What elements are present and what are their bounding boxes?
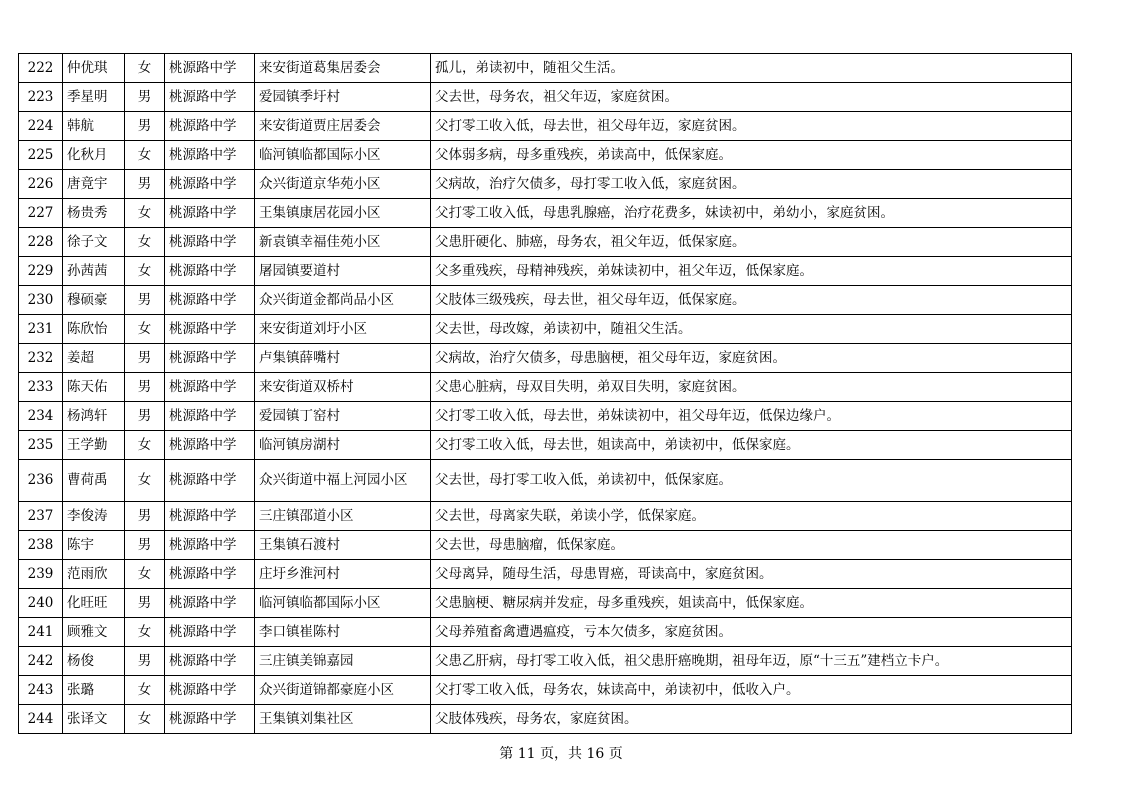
table-row — [19, 54, 1072, 83]
address-cell: 众兴街道中福上河园小区 — [255, 460, 431, 502]
address-cell: 李口镇崔陈村 — [255, 618, 431, 647]
address-cell: 来安街道贾庄居委会 — [255, 112, 431, 141]
family-situation-cell: 父去世，母离家失联，弟读小学，低保家庭。 — [431, 502, 1072, 531]
family-situation-cell: 父母离异，随母生活，母患胃癌，哥读高中，家庭贫困。 — [431, 560, 1072, 589]
address-cell: 卢集镇薛嘴村 — [255, 344, 431, 373]
row-number-cell: 231 — [19, 315, 63, 344]
row-number-cell: 243 — [19, 676, 63, 705]
table-row — [19, 170, 1072, 199]
row-number-cell: 240 — [19, 589, 63, 618]
school-cell: 桃源路中学 — [165, 618, 255, 647]
row-number-cell: 225 — [19, 141, 63, 170]
student-name-cell: 王学勤 — [63, 431, 125, 460]
school-cell: 桃源路中学 — [165, 54, 255, 83]
school-cell: 桃源路中学 — [165, 286, 255, 315]
student-name-cell: 韩航 — [63, 112, 125, 141]
gender-cell: 男 — [125, 531, 165, 560]
gender-cell: 女 — [125, 431, 165, 460]
school-cell: 桃源路中学 — [165, 257, 255, 286]
address-cell: 爱园镇丁窑村 — [255, 402, 431, 431]
table-row — [19, 286, 1072, 315]
address-cell: 众兴街道京华苑小区 — [255, 170, 431, 199]
address-cell: 临河镇临都国际小区 — [255, 589, 431, 618]
family-situation-cell: 父患心脏病，母双目失明，弟双目失明，家庭贫困。 — [431, 373, 1072, 402]
student-name-cell: 姜超 — [63, 344, 125, 373]
row-number-cell: 226 — [19, 170, 63, 199]
row-number-cell: 239 — [19, 560, 63, 589]
student-name-cell: 唐竟宇 — [63, 170, 125, 199]
student-name-cell: 张璐 — [63, 676, 125, 705]
student-name-cell: 杨鸿轩 — [63, 402, 125, 431]
school-cell: 桃源路中学 — [165, 705, 255, 734]
school-cell: 桃源路中学 — [165, 315, 255, 344]
row-number-cell: 235 — [19, 431, 63, 460]
address-cell: 三庄镇邵道小区 — [255, 502, 431, 531]
family-situation-cell: 父病故，治疗欠债多，母患脑梗，祖父母年迈，家庭贫困。 — [431, 344, 1072, 373]
school-cell: 桃源路中学 — [165, 676, 255, 705]
gender-cell: 女 — [125, 676, 165, 705]
row-number-cell: 233 — [19, 373, 63, 402]
student-name-cell: 仲优琪 — [63, 54, 125, 83]
gender-cell: 女 — [125, 315, 165, 344]
table-row — [19, 373, 1072, 402]
school-cell: 桃源路中学 — [165, 228, 255, 257]
address-cell: 王集镇石渡村 — [255, 531, 431, 560]
address-cell: 来安街道双桥村 — [255, 373, 431, 402]
gender-cell: 女 — [125, 705, 165, 734]
family-situation-cell: 父打零工收入低，母患乳腺癌，治疗花费多，妹读初中，弟幼小，家庭贫困。 — [431, 199, 1072, 228]
gender-cell: 女 — [125, 228, 165, 257]
gender-cell: 男 — [125, 647, 165, 676]
address-cell: 众兴街道锦都豪庭小区 — [255, 676, 431, 705]
student-name-cell: 孙茜茜 — [63, 257, 125, 286]
student-name-cell: 杨贵秀 — [63, 199, 125, 228]
table-row — [19, 257, 1072, 286]
student-name-cell: 曹荷禹 — [63, 460, 125, 502]
family-situation-cell: 父打零工收入低，母务农，妹读高中，弟读初中，低收入户。 — [431, 676, 1072, 705]
family-situation-cell: 父肢体三级残疾，母去世，祖父母年迈，低保家庭。 — [431, 286, 1072, 315]
table-row — [19, 83, 1072, 112]
address-cell: 爱园镇季圩村 — [255, 83, 431, 112]
address-cell: 三庄镇美锦嘉园 — [255, 647, 431, 676]
student-name-cell: 穆硕豪 — [63, 286, 125, 315]
gender-cell: 男 — [125, 589, 165, 618]
family-situation-cell: 父去世，母打零工收入低，弟读初中，低保家庭。 — [431, 460, 1072, 502]
family-situation-cell: 父打零工收入低，母去世，弟妹读初中，祖父母年迈，低保边缘户。 — [431, 402, 1072, 431]
row-number-cell: 222 — [19, 54, 63, 83]
table-row — [19, 431, 1072, 460]
gender-cell: 男 — [125, 344, 165, 373]
school-cell: 桃源路中学 — [165, 502, 255, 531]
table-row — [19, 402, 1072, 431]
student-name-cell: 李俊涛 — [63, 502, 125, 531]
gender-cell: 男 — [125, 83, 165, 112]
school-cell: 桃源路中学 — [165, 199, 255, 228]
family-situation-cell: 父患肝硬化、肺癌，母务农，祖父年迈，低保家庭。 — [431, 228, 1072, 257]
table-row — [19, 199, 1072, 228]
table-row — [19, 618, 1072, 647]
address-cell: 众兴街道金都尚品小区 — [255, 286, 431, 315]
row-number-cell: 230 — [19, 286, 63, 315]
family-situation-cell: 父打零工收入低，母去世，祖父母年迈，家庭贫困。 — [431, 112, 1072, 141]
student-aid-table — [18, 53, 1072, 734]
gender-cell: 女 — [125, 257, 165, 286]
row-number-cell: 234 — [19, 402, 63, 431]
gender-cell: 男 — [125, 373, 165, 402]
table-row — [19, 502, 1072, 531]
table-row — [19, 705, 1072, 734]
row-number-cell: 241 — [19, 618, 63, 647]
student-name-cell: 顾雅文 — [63, 618, 125, 647]
row-number-cell: 229 — [19, 257, 63, 286]
table-row — [19, 531, 1072, 560]
table-row — [19, 141, 1072, 170]
row-number-cell: 228 — [19, 228, 63, 257]
gender-cell: 男 — [125, 286, 165, 315]
row-number-cell: 236 — [19, 460, 63, 502]
address-cell: 新袁镇幸福佳苑小区 — [255, 228, 431, 257]
student-name-cell: 陈欣怡 — [63, 315, 125, 344]
student-name-cell: 陈天佑 — [63, 373, 125, 402]
row-number-cell: 227 — [19, 199, 63, 228]
row-number-cell: 223 — [19, 83, 63, 112]
gender-cell: 女 — [125, 199, 165, 228]
gender-cell: 女 — [125, 560, 165, 589]
address-cell: 屠园镇要道村 — [255, 257, 431, 286]
gender-cell: 女 — [125, 460, 165, 502]
student-name-cell: 化秋月 — [63, 141, 125, 170]
table-row — [19, 560, 1072, 589]
school-cell: 桃源路中学 — [165, 141, 255, 170]
school-cell: 桃源路中学 — [165, 531, 255, 560]
school-cell: 桃源路中学 — [165, 460, 255, 502]
row-number-cell: 242 — [19, 647, 63, 676]
family-situation-cell: 父肢体残疾，母务农，家庭贫困。 — [431, 705, 1072, 734]
school-cell: 桃源路中学 — [165, 431, 255, 460]
gender-cell: 男 — [125, 170, 165, 199]
row-number-cell: 237 — [19, 502, 63, 531]
family-situation-cell: 父去世，母患脑瘤，低保家庭。 — [431, 531, 1072, 560]
school-cell: 桃源路中学 — [165, 373, 255, 402]
student-name-cell: 杨俊 — [63, 647, 125, 676]
school-cell: 桃源路中学 — [165, 589, 255, 618]
student-name-cell: 范雨欣 — [63, 560, 125, 589]
address-cell: 来安街道刘圩小区 — [255, 315, 431, 344]
school-cell: 桃源路中学 — [165, 112, 255, 141]
table-row — [19, 676, 1072, 705]
table-row — [19, 460, 1072, 502]
address-cell: 来安街道葛集居委会 — [255, 54, 431, 83]
table-row — [19, 228, 1072, 257]
school-cell: 桃源路中学 — [165, 647, 255, 676]
table-row — [19, 112, 1072, 141]
row-number-cell: 224 — [19, 112, 63, 141]
gender-cell: 女 — [125, 141, 165, 170]
address-cell: 王集镇康居花园小区 — [255, 199, 431, 228]
family-situation-cell: 父去世，母务农，祖父年迈，家庭贫困。 — [431, 83, 1072, 112]
table-row — [19, 344, 1072, 373]
student-name-cell: 张译文 — [63, 705, 125, 734]
school-cell: 桃源路中学 — [165, 170, 255, 199]
student-name-cell: 季星明 — [63, 83, 125, 112]
page-footer: 第 11 页，共 16 页 — [499, 746, 623, 762]
family-situation-cell: 父患乙肝病，母打零工收入低，祖父患肝癌晚期，祖母年迈，原“十三五”建档立卡户。 — [431, 647, 1072, 676]
gender-cell: 女 — [125, 618, 165, 647]
gender-cell: 男 — [125, 502, 165, 531]
address-cell: 王集镇刘集社区 — [255, 705, 431, 734]
table-row — [19, 315, 1072, 344]
gender-cell: 男 — [125, 112, 165, 141]
student-name-cell: 徐子文 — [63, 228, 125, 257]
table-row — [19, 589, 1072, 618]
family-situation-cell: 孤儿，弟读初中，随祖父生活。 — [431, 54, 1072, 83]
row-number-cell: 244 — [19, 705, 63, 734]
school-cell: 桃源路中学 — [165, 560, 255, 589]
row-number-cell: 232 — [19, 344, 63, 373]
student-name-cell: 化旺旺 — [63, 589, 125, 618]
family-situation-cell: 父病故，治疗欠债多，母打零工收入低，家庭贫困。 — [431, 170, 1072, 199]
address-cell: 临河镇房湖村 — [255, 431, 431, 460]
row-number-cell: 238 — [19, 531, 63, 560]
gender-cell: 女 — [125, 54, 165, 83]
family-situation-cell: 父体弱多病，母多重残疾，弟读高中，低保家庭。 — [431, 141, 1072, 170]
family-situation-cell: 父多重残疾，母精神残疾，弟妹读初中，祖父年迈，低保家庭。 — [431, 257, 1072, 286]
school-cell: 桃源路中学 — [165, 83, 255, 112]
family-situation-cell: 父患脑梗、糖尿病并发症，母多重残疾，姐读高中，低保家庭。 — [431, 589, 1072, 618]
address-cell: 临河镇临都国际小区 — [255, 141, 431, 170]
table-row — [19, 647, 1072, 676]
school-cell: 桃源路中学 — [165, 344, 255, 373]
school-cell: 桃源路中学 — [165, 402, 255, 431]
student-name-cell: 陈宇 — [63, 531, 125, 560]
gender-cell: 男 — [125, 402, 165, 431]
family-situation-cell: 父去世，母改嫁，弟读初中，随祖父生活。 — [431, 315, 1072, 344]
family-situation-cell: 父打零工收入低，母去世，姐读高中，弟读初中，低保家庭。 — [431, 431, 1072, 460]
address-cell: 庄圩乡淮河村 — [255, 560, 431, 589]
family-situation-cell: 父母养殖畜禽遭遇瘟疫，亏本欠债多，家庭贫困。 — [431, 618, 1072, 647]
